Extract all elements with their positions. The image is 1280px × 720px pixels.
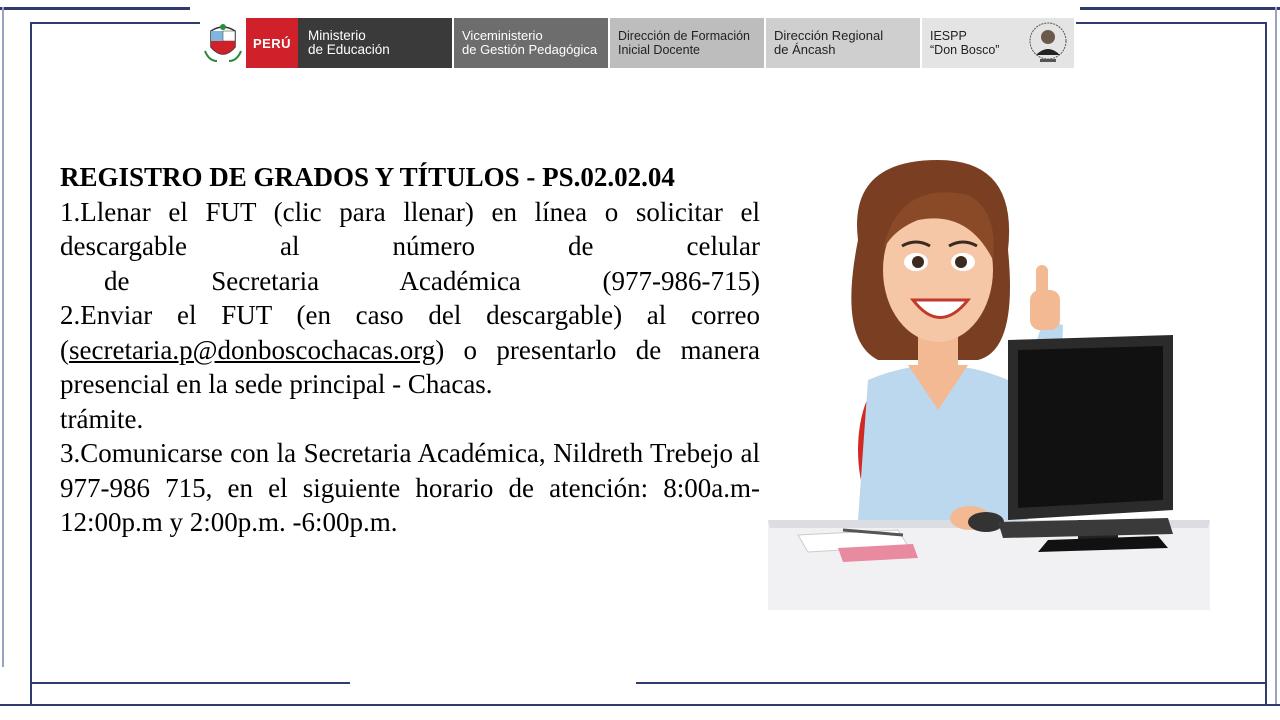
direccion-formacion-line2: Inicial Docente [618,43,700,57]
peru-coat-of-arms-icon [200,18,246,68]
iespp-don-bosco-logo [922,18,1074,68]
frame-top-left [0,7,190,10]
don-bosco-portrait-icon [1028,21,1068,65]
iespp-line2: “Don Bosco” [930,43,1000,57]
direccion-formacion-logo [610,18,764,68]
frame-top-inner [30,22,200,24]
iespp-line1: IESPP [930,29,967,43]
step-2-tail: trámite. [60,403,144,434]
frame-right [1265,22,1267,705]
frame-outer-left [2,7,4,667]
ministerio-line1: Ministerio [308,28,366,43]
viceministerio-logo [454,18,608,68]
institution-header [200,18,1074,68]
step-2-text [60,298,760,402]
frame-top-inner-right [1076,22,1266,24]
frame-bottom-right [636,682,1267,684]
viceministerio-line2: de Gestión Pedagógica [462,42,598,57]
secretaria-email-link[interactable]: secretaria.p@donboscochacas.org [69,334,436,365]
peru-label: PERÚ [246,18,298,68]
direccion-regional-logo [766,18,920,68]
frame-top-right [1080,7,1280,10]
direccion-regional-line2: de Áncash [774,42,836,57]
step-2-after: ) o presentarlo de manera presencial en la sede principal - Chacas. [60,334,760,399]
step-1-phone: de Secretaria Académica (977-986-715) [104,265,760,296]
step-3-text: 3.Comunicarse con la Secretaria Académica, Nildreth Trebejo al 977-986 715, en el siguiente horario de atención: 8:00a.m-12:00p.m y 2:00p.m. -6:00p.m. [60,438,760,537]
direccion-regional-line1: Dirección Regional [774,28,884,43]
ministerio-educacion-logo [298,18,452,68]
ministerio-line2: de Educación [308,42,390,57]
frame-outer-right [1275,7,1277,704]
secretary-illustration [768,150,1210,610]
frame-bottom-left [30,682,350,684]
step-1-text: 1.Llenar el FUT (clic para llenar) en línea o solicitar el descargable al número de celular [60,196,760,261]
page-title: REGISTRO DE GRADOS Y TÍTULOS - PS.02.02.04 [60,162,675,192]
frame-left [30,22,32,705]
viceministerio-line1: Viceministerio [462,28,543,43]
frame-bottom-outer [0,704,1280,706]
step-2-before: 2.Enviar el FUT (en caso del descargable) al correo ( [60,300,760,365]
procedure-text [60,160,760,540]
direccion-formacion-line1: Dirección de Formación [618,29,750,43]
